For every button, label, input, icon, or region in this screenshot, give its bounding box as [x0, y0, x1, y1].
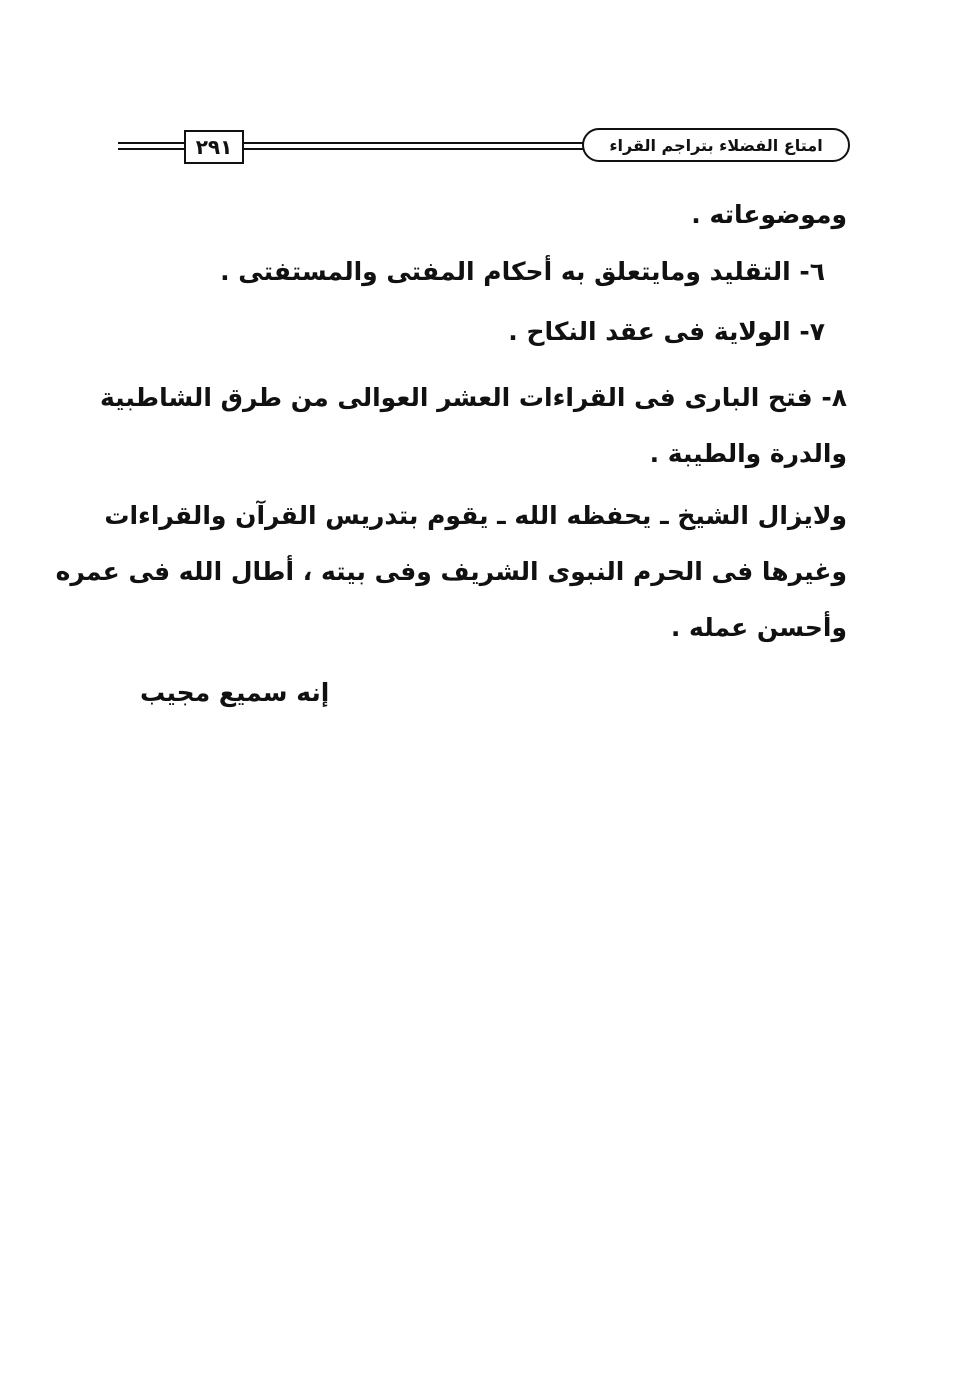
list-item-8: [99, 370, 847, 482]
list-item-6: ٦- التقليد ومايتعلق به أحكام المفتى والمستفتى .: [220, 257, 825, 286]
paragraph-line: ولايزال الشيخ ـ يحفظه الله ـ يقوم بتدريس القرآن والقراءات: [104, 501, 847, 530]
closing-paragraph: [55, 488, 847, 656]
book-title: امتاع الفضلاء بتراجم القراء: [582, 128, 850, 162]
page-number: ٢٩١: [184, 130, 244, 164]
running-header: [118, 128, 850, 168]
paragraph-line: وغيرها فى الحرم النبوى الشريف وفى بيته ، أطال الله فى عمره: [55, 557, 847, 586]
paragraph-line: وأحسن عمله .: [670, 613, 847, 642]
text-line-continuation: وموضوعاته .: [691, 200, 847, 229]
list-item-8-line: والدرة والطيبة .: [649, 439, 847, 468]
header-rule: [244, 148, 584, 150]
header-rule: [118, 142, 184, 144]
closing-phrase: إنه سميع مجيب: [140, 678, 330, 707]
header-rule: [118, 148, 184, 150]
list-item-8-line: ٨- فتح البارى فى القراءات العشر العوالى من طرق الشاطبية: [99, 383, 847, 412]
list-item-7: ٧- الولاية فى عقد النكاح .: [508, 317, 825, 346]
header-rule: [244, 142, 584, 144]
